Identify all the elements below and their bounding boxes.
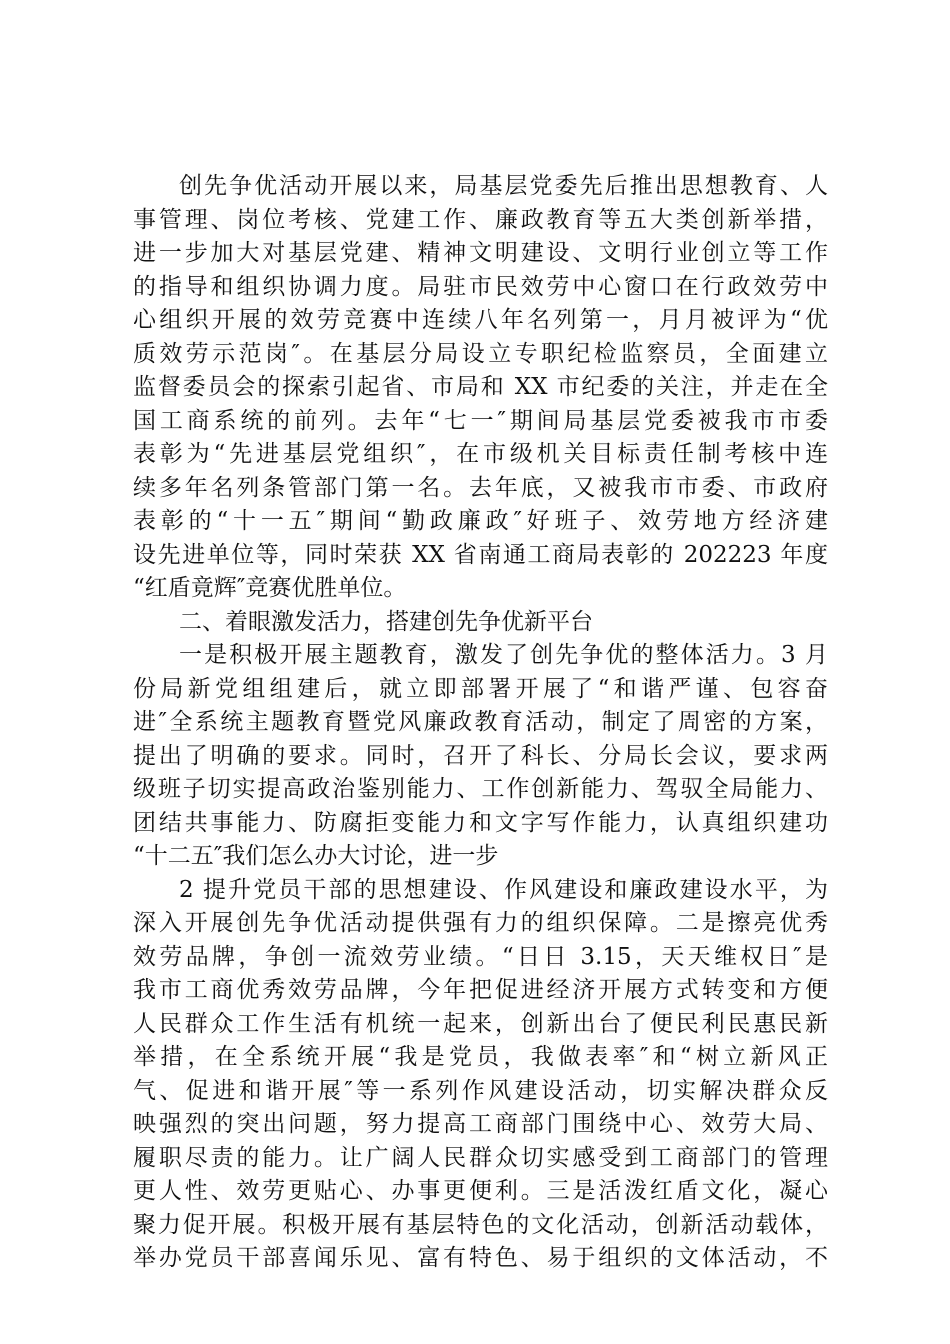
text-line: 进″全系统主题教育暨党风廉政教育活动，制定了周密的方案， bbox=[133, 709, 828, 735]
section-heading: 二、着眼激发活力，搭建创先争优新平台 bbox=[179, 608, 593, 635]
text-line: 2 提升党员干部的思想建设、作风建设和廉政建设水平，为 bbox=[179, 876, 828, 903]
text-line: 设先进单位等，同时荣获 XX 省南通工商局表彰的 202223 年度 bbox=[133, 541, 828, 568]
text-line: “十二五″我们怎么办大讨论，进一步 bbox=[133, 843, 499, 869]
text-line: 事管理、岗位考核、党建工作、廉政教育等五大类创新举措， bbox=[133, 206, 828, 233]
text-line: 国工商系统的前列。去年“七一″期间局基层党委被我市市委 bbox=[133, 407, 828, 434]
text-line: 级班子切实提高政治鉴别能力、工作创新能力、驾驭全局能力、 bbox=[133, 776, 828, 802]
text-line: 提出了明确的要求。同时，召开了科长、分局长会议，要求两 bbox=[133, 742, 828, 769]
text-line: 我市工商优秀效劳品牌，今年把促进经济开展方式转变和方便 bbox=[133, 977, 828, 1003]
text-line: 续多年名列条管部门第一名。去年底，又被我市市委、市政府 bbox=[133, 474, 828, 501]
text-line: 进一步加大对基层党建、精神文明建设、文明行业创立等工作 bbox=[133, 240, 828, 266]
text-line: 份局新党组组建后，就立即部署开展了“和谐严谨、包容奋 bbox=[133, 675, 828, 702]
text-line: 心组织开展的效劳竞赛中连续八年名列第一，月月被评为“优 bbox=[133, 307, 828, 333]
text-line: 更人性、效劳更贴心、办事更便利。三是活泼红盾文化，凝心 bbox=[133, 1178, 828, 1204]
text-line: 聚力促开展。积极开展有基层特色的文化活动，创新活动载体， bbox=[133, 1211, 828, 1238]
text-line: “红盾竟辉″竞赛优胜单位。 bbox=[133, 575, 407, 601]
document-body bbox=[133, 170, 828, 1276]
text-line: 深入开展创先争优活动提供强有力的组织保障。二是擦亮优秀 bbox=[133, 910, 828, 936]
text-line: 举措，在全系统开展“我是党员，我做表率″和“树立新风正 bbox=[133, 1044, 828, 1070]
text-line: 表彰为“先进基层党组织″，在市级机关目标责任制考核中连 bbox=[133, 441, 828, 467]
text-line: 的指导和组织协调力度。局驻市民效劳中心窗口在行政效劳中 bbox=[133, 273, 828, 300]
text-line: 映强烈的突出问题，努力提高工商部门围绕中心、效劳大局、 bbox=[133, 1111, 828, 1137]
text-line: 质效劳示范岗″。在基层分局设立专职纪检监察员，全面建立 bbox=[133, 340, 828, 367]
text-line: 一是积极开展主题教育，激发了创先争优的整体活力。3 月 bbox=[179, 642, 828, 668]
text-line: 气、促进和谐开展″等一系列作风建设活动，切实解决群众反 bbox=[133, 1077, 828, 1104]
text-line: 创先争优活动开展以来，局基层党委先后推出思想教育、人 bbox=[179, 173, 828, 199]
text-line: 团结共事能力、防腐拒变能力和文字写作能力，认真组织建功 bbox=[133, 809, 828, 836]
text-line: 人民群众工作生活有机统一起来，创新出台了便民利民惠民新 bbox=[133, 1010, 828, 1037]
text-line: 监督委员会的探索引起省、市局和 XX 市纪委的关注，并走在全 bbox=[133, 374, 828, 400]
text-line: 表彰的“十一五″期间“勤政廉政″好班子、效劳地方经济建 bbox=[133, 508, 828, 534]
text-line: 效劳品牌，争创一流效劳业绩。“日日 3.15，天天维权日″是 bbox=[133, 943, 828, 970]
text-line: 举办党员干部喜闻乐见、富有特色、易于组织的文体活动，不 bbox=[133, 1245, 828, 1271]
text-line: 履职尽责的能力。让广阔人民群众切实感受到工商部门的管理 bbox=[133, 1144, 828, 1171]
